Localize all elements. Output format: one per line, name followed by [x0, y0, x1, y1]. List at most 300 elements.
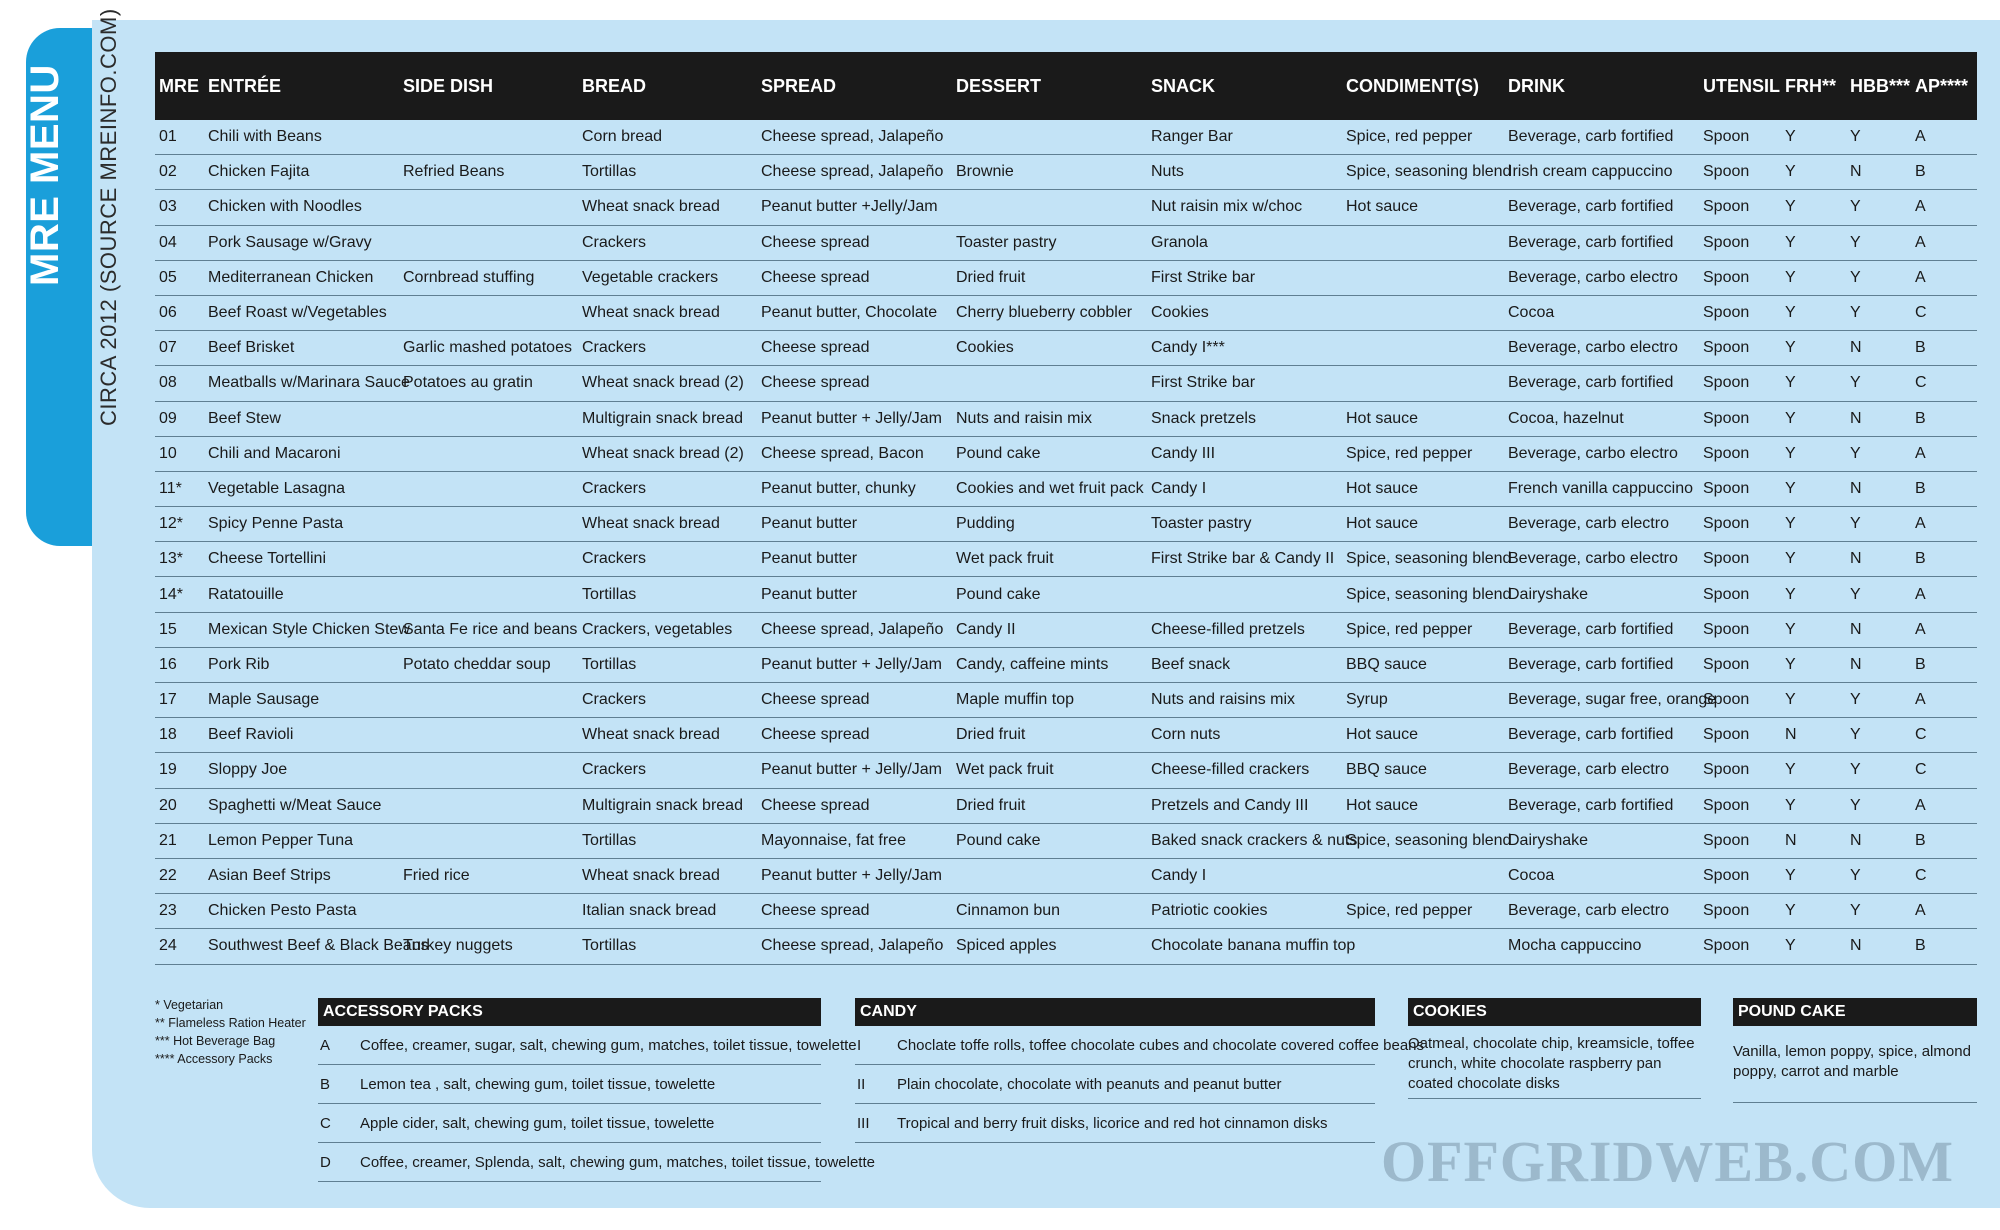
cell-bread: Tortillas	[578, 647, 757, 682]
cell-ap: A	[1911, 683, 1977, 718]
cell-mre: 18	[155, 718, 204, 753]
cell-utensil: Spoon	[1699, 120, 1781, 155]
cookies-box	[1408, 998, 1701, 1099]
cell-ap: C	[1911, 366, 1977, 401]
cell-mre: 15	[155, 612, 204, 647]
cell-spread: Peanut butter + Jelly/Jam	[757, 753, 952, 788]
cell-dessert: Cookies and wet fruit pack	[952, 471, 1147, 506]
candy-title: CANDY	[855, 998, 1375, 1026]
table-row	[155, 612, 1977, 647]
cell-ap: A	[1911, 190, 1977, 225]
cell-hbb: N	[1846, 401, 1911, 436]
cell-entree: Southwest Beef & Black Beans	[204, 929, 399, 964]
cell-utensil: Spoon	[1699, 753, 1781, 788]
cell-drink: French vanilla cappuccino	[1504, 471, 1699, 506]
cell-frh: Y	[1781, 155, 1846, 190]
cell-mre: 14*	[155, 577, 204, 612]
cell-drink: Beverage, carb fortified	[1504, 366, 1699, 401]
cell-utensil: Spoon	[1699, 260, 1781, 295]
table-row	[155, 401, 1977, 436]
cell-hbb: Y	[1846, 225, 1911, 260]
cell-frh: N	[1781, 823, 1846, 858]
cell-utensil: Spoon	[1699, 577, 1781, 612]
cell-hbb: Y	[1846, 894, 1911, 929]
cell-hbb: Y	[1846, 683, 1911, 718]
cell-condiments: Spice, red pepper	[1342, 894, 1504, 929]
cell-mre: 09	[155, 401, 204, 436]
cell-bread: Corn bread	[578, 120, 757, 155]
cell-drink: Beverage, carb electro	[1504, 894, 1699, 929]
cell-bread: Wheat snack bread	[578, 190, 757, 225]
cell-spread: Peanut butter	[757, 577, 952, 612]
cell-drink: Beverage, carb fortified	[1504, 612, 1699, 647]
cell-snack: Cookies	[1147, 295, 1342, 330]
cell-hbb: Y	[1846, 366, 1911, 401]
cell-mre: 17	[155, 683, 204, 718]
cell-side-dish	[399, 436, 578, 471]
cell-ap: C	[1911, 718, 1977, 753]
cell-condiments: Hot sauce	[1342, 718, 1504, 753]
cell-bread: Tortillas	[578, 929, 757, 964]
candy-box	[855, 998, 1425, 1143]
cell-dessert: Cinnamon bun	[952, 894, 1147, 929]
cell-spread: Peanut butter +Jelly/Jam	[757, 190, 952, 225]
cell-spread: Cheese spread	[757, 331, 952, 366]
cell-frh: Y	[1781, 753, 1846, 788]
cell-snack: Candy I	[1147, 471, 1342, 506]
cell-mre: 04	[155, 225, 204, 260]
cell-mre: 08	[155, 366, 204, 401]
cell-dessert	[952, 190, 1147, 225]
cell-utensil: Spoon	[1699, 929, 1781, 964]
cell-entree: Asian Beef Strips	[204, 858, 399, 893]
cell-dessert: Pound cake	[952, 823, 1147, 858]
cell-condiments	[1342, 295, 1504, 330]
cell-hbb: Y	[1846, 120, 1911, 155]
cell-bread: Crackers	[578, 225, 757, 260]
cell-entree: Maple Sausage	[204, 683, 399, 718]
table-row	[155, 647, 1977, 682]
cell-mre: 24	[155, 929, 204, 964]
pound-cake-text: Vanilla, lemon poppy, spice, almond poppy, carrot and marble	[1733, 1026, 1977, 1103]
cell-mre: 07	[155, 331, 204, 366]
cell-frh: Y	[1781, 683, 1846, 718]
cell-drink: Beverage, carbo electro	[1504, 331, 1699, 366]
header-ap: AP****	[1911, 52, 1977, 120]
cell-hbb: Y	[1846, 858, 1911, 893]
cell-drink: Beverage, carb fortified	[1504, 788, 1699, 823]
cell-spread: Peanut butter + Jelly/Jam	[757, 401, 952, 436]
cell-drink: Beverage, carb fortified	[1504, 225, 1699, 260]
cell-bread: Multigrain snack bread	[578, 788, 757, 823]
cell-side-dish: Potato cheddar soup	[399, 647, 578, 682]
cell-hbb: Y	[1846, 295, 1911, 330]
cell-frh: Y	[1781, 471, 1846, 506]
cell-ap: B	[1911, 542, 1977, 577]
cell-utensil: Spoon	[1699, 823, 1781, 858]
cell-condiments	[1342, 929, 1504, 964]
cell-dessert: Wet pack fruit	[952, 753, 1147, 788]
cell-ap: A	[1911, 260, 1977, 295]
cell-dessert: Nuts and raisin mix	[952, 401, 1147, 436]
cell-hbb: Y	[1846, 753, 1911, 788]
cell-snack: Chocolate banana muffin top	[1147, 929, 1342, 964]
cell-dessert: Toaster pastry	[952, 225, 1147, 260]
table-row	[155, 788, 1977, 823]
header-hbb: HBB***	[1846, 52, 1911, 120]
cell-drink: Irish cream cappuccino	[1504, 155, 1699, 190]
list-item-code: C	[320, 1114, 331, 1132]
cell-dessert: Maple muffin top	[952, 683, 1147, 718]
table-row	[155, 225, 1977, 260]
cell-drink: Beverage, carbo electro	[1504, 260, 1699, 295]
table-row	[155, 753, 1977, 788]
cell-mre: 21	[155, 823, 204, 858]
cell-ap: A	[1911, 436, 1977, 471]
accessory-packs-title: ACCESSORY PACKS	[318, 998, 821, 1026]
legend-vegetarian: * Vegetarian	[155, 998, 224, 1012]
cell-frh: Y	[1781, 647, 1846, 682]
cell-drink: Beverage, carb electro	[1504, 753, 1699, 788]
cell-dessert: Pound cake	[952, 436, 1147, 471]
cell-ap: B	[1911, 401, 1977, 436]
cell-side-dish	[399, 190, 578, 225]
cell-entree: Vegetable Lasagna	[204, 471, 399, 506]
cell-snack: Candy I	[1147, 858, 1342, 893]
cell-condiments: BBQ sauce	[1342, 753, 1504, 788]
cell-side-dish: Turkey nuggets	[399, 929, 578, 964]
cell-drink: Beverage, carb fortified	[1504, 190, 1699, 225]
cell-dessert	[952, 366, 1147, 401]
cell-frh: Y	[1781, 788, 1846, 823]
cell-spread: Cheese spread, Jalapeño	[757, 612, 952, 647]
list-item-text: Plain chocolate, chocolate with peanuts and peanut butter	[897, 1075, 1282, 1093]
header-frh: FRH**	[1781, 52, 1846, 120]
cell-bread: Tortillas	[578, 155, 757, 190]
cell-entree: Meatballs w/Marinara Sauce	[204, 366, 399, 401]
cell-utensil: Spoon	[1699, 225, 1781, 260]
cell-frh: Y	[1781, 331, 1846, 366]
legend-ap: **** Accessory Packs	[155, 1052, 273, 1066]
cell-frh: N	[1781, 718, 1846, 753]
cell-utensil: Spoon	[1699, 718, 1781, 753]
watermark: OFFGRIDWEB.COM	[1380, 1129, 1954, 1194]
cell-condiments: Spice, red pepper	[1342, 612, 1504, 647]
pound-cake-title: POUND CAKE	[1733, 998, 1977, 1026]
cell-dessert: Pound cake	[952, 577, 1147, 612]
table-row	[155, 577, 1977, 612]
cell-ap: A	[1911, 788, 1977, 823]
table-row	[155, 471, 1977, 506]
cell-spread: Cheese spread	[757, 225, 952, 260]
table-header-row	[155, 52, 1977, 120]
cell-entree: Mediterranean Chicken	[204, 260, 399, 295]
table-row	[155, 260, 1977, 295]
header-condiments: CONDIMENT(S)	[1342, 52, 1504, 120]
cell-bread: Italian snack bread	[578, 894, 757, 929]
cell-frh: Y	[1781, 366, 1846, 401]
cell-mre: 11*	[155, 471, 204, 506]
cell-entree: Chicken Fajita	[204, 155, 399, 190]
cell-bread: Multigrain snack bread	[578, 401, 757, 436]
cell-snack: Ranger Bar	[1147, 120, 1342, 155]
table-row	[155, 683, 1977, 718]
cell-side-dish	[399, 894, 578, 929]
table-row	[155, 823, 1977, 858]
header-utensil: UTENSIL	[1699, 52, 1781, 120]
cell-ap: A	[1911, 120, 1977, 155]
cell-mre: 10	[155, 436, 204, 471]
cell-frh: Y	[1781, 295, 1846, 330]
cell-dessert: Wet pack fruit	[952, 542, 1147, 577]
cell-utensil: Spoon	[1699, 507, 1781, 542]
list-item	[318, 1104, 821, 1143]
cell-drink: Beverage, carbo electro	[1504, 542, 1699, 577]
cell-side-dish	[399, 577, 578, 612]
cell-dessert: Candy II	[952, 612, 1147, 647]
cell-spread: Cheese spread, Jalapeño	[757, 120, 952, 155]
cell-utensil: Spoon	[1699, 401, 1781, 436]
cell-ap: B	[1911, 155, 1977, 190]
cell-utensil: Spoon	[1699, 542, 1781, 577]
cell-condiments: Spice, red pepper	[1342, 436, 1504, 471]
cell-side-dish: Fried rice	[399, 858, 578, 893]
cell-bread: Crackers, vegetables	[578, 612, 757, 647]
cell-spread: Peanut butter + Jelly/Jam	[757, 858, 952, 893]
cell-snack: Snack pretzels	[1147, 401, 1342, 436]
cell-bread: Tortillas	[578, 577, 757, 612]
table-row	[155, 542, 1977, 577]
cell-spread: Cheese spread	[757, 366, 952, 401]
cell-hbb: Y	[1846, 190, 1911, 225]
cell-drink: Mocha cappuccino	[1504, 929, 1699, 964]
cell-entree: Spicy Penne Pasta	[204, 507, 399, 542]
cell-mre: 23	[155, 894, 204, 929]
cell-spread: Cheese spread	[757, 260, 952, 295]
cell-condiments	[1342, 331, 1504, 366]
cell-frh: Y	[1781, 190, 1846, 225]
cell-snack: Candy I***	[1147, 331, 1342, 366]
table-row	[155, 858, 1977, 893]
cell-snack: Corn nuts	[1147, 718, 1342, 753]
cell-bread: Crackers	[578, 683, 757, 718]
header-dessert: DESSERT	[952, 52, 1147, 120]
cell-dessert	[952, 858, 1147, 893]
cell-condiments	[1342, 366, 1504, 401]
cell-entree: Mexican Style Chicken Stew	[204, 612, 399, 647]
cell-mre: 19	[155, 753, 204, 788]
cell-bread: Wheat snack bread (2)	[578, 366, 757, 401]
cell-side-dish: Potatoes au gratin	[399, 366, 578, 401]
cell-condiments: Spice, seasoning blend	[1342, 542, 1504, 577]
cell-ap: A	[1911, 507, 1977, 542]
header-drink: DRINK	[1504, 52, 1699, 120]
cell-mre: 06	[155, 295, 204, 330]
table-row	[155, 718, 1977, 753]
header-mre: MRE	[155, 52, 204, 120]
cell-condiments: Hot sauce	[1342, 788, 1504, 823]
cell-dessert: Dried fruit	[952, 788, 1147, 823]
cell-side-dish	[399, 753, 578, 788]
cell-hbb: N	[1846, 471, 1911, 506]
cell-mre: 05	[155, 260, 204, 295]
cell-frh: Y	[1781, 436, 1846, 471]
cell-drink: Beverage, sugar free, orange	[1504, 683, 1699, 718]
cell-spread: Peanut butter	[757, 542, 952, 577]
cell-drink: Beverage, carbo electro	[1504, 436, 1699, 471]
cell-snack: First Strike bar & Candy II	[1147, 542, 1342, 577]
cell-hbb: Y	[1846, 260, 1911, 295]
cell-dessert: Dried fruit	[952, 718, 1147, 753]
cell-side-dish: Santa Fe rice and beans	[399, 612, 578, 647]
cell-utensil: Spoon	[1699, 295, 1781, 330]
list-item	[318, 1143, 875, 1182]
cell-condiments: Spice, seasoning blend	[1342, 823, 1504, 858]
cell-hbb: N	[1846, 929, 1911, 964]
cell-snack: Granola	[1147, 225, 1342, 260]
list-item	[855, 1104, 1375, 1143]
cell-ap: A	[1911, 612, 1977, 647]
table-row	[155, 120, 1977, 155]
cell-ap: B	[1911, 929, 1977, 964]
list-item-text: Coffee, creamer, Splenda, salt, chewing gum, matches, toilet tissue, towelette	[360, 1153, 875, 1171]
table-row	[155, 155, 1977, 190]
cell-ap: C	[1911, 753, 1977, 788]
cookies-text: Oatmeal, chocolate chip, kreamsicle, toffee crunch, white chocolate raspberry pan coated chocolate disks	[1408, 1026, 1701, 1099]
cell-drink: Beverage, carb fortified	[1504, 718, 1699, 753]
cell-side-dish	[399, 542, 578, 577]
cell-spread: Peanut butter + Jelly/Jam	[757, 647, 952, 682]
cell-drink: Dairyshake	[1504, 823, 1699, 858]
cell-hbb: Y	[1846, 507, 1911, 542]
cell-ap: B	[1911, 471, 1977, 506]
cell-drink: Cocoa	[1504, 295, 1699, 330]
cell-utensil: Spoon	[1699, 788, 1781, 823]
cell-snack: Nuts	[1147, 155, 1342, 190]
cell-mre: 01	[155, 120, 204, 155]
cell-entree: Cheese Tortellini	[204, 542, 399, 577]
cell-side-dish	[399, 471, 578, 506]
cell-side-dish	[399, 225, 578, 260]
cell-entree: Chicken Pesto Pasta	[204, 894, 399, 929]
cell-dessert: Pudding	[952, 507, 1147, 542]
cell-ap: A	[1911, 894, 1977, 929]
cell-mre: 03	[155, 190, 204, 225]
legend-frh: ** Flameless Ration Heater	[155, 1016, 306, 1030]
cell-entree: Beef Roast w/Vegetables	[204, 295, 399, 330]
cell-utensil: Spoon	[1699, 331, 1781, 366]
list-item-text: Choclate toffe rolls, toffee chocolate cubes and chocolate covered coffee beans	[897, 1036, 1425, 1054]
cell-utensil: Spoon	[1699, 858, 1781, 893]
cell-spread: Cheese spread, Jalapeño	[757, 929, 952, 964]
cell-frh: Y	[1781, 225, 1846, 260]
cell-condiments	[1342, 858, 1504, 893]
cell-spread: Mayonnaise, fat free	[757, 823, 952, 858]
list-item-code: B	[320, 1075, 331, 1093]
list-item	[318, 1026, 857, 1065]
cell-utensil: Spoon	[1699, 612, 1781, 647]
cell-hbb: Y	[1846, 436, 1911, 471]
cell-entree: Ratatouille	[204, 577, 399, 612]
table-row	[155, 190, 1977, 225]
cell-dessert: Cherry blueberry cobbler	[952, 295, 1147, 330]
cookies-title: COOKIES	[1408, 998, 1701, 1026]
cell-spread: Cheese spread	[757, 894, 952, 929]
cell-dessert: Spiced apples	[952, 929, 1147, 964]
cell-side-dish: Garlic mashed potatoes	[399, 331, 578, 366]
cell-bread: Crackers	[578, 542, 757, 577]
cell-side-dish	[399, 823, 578, 858]
cell-side-dish: Cornbread stuffing	[399, 260, 578, 295]
cell-mre: 20	[155, 788, 204, 823]
cell-entree: Chili with Beans	[204, 120, 399, 155]
cell-spread: Cheese spread, Jalapeño	[757, 155, 952, 190]
cell-spread: Cheese spread	[757, 788, 952, 823]
cell-snack: First Strike bar	[1147, 260, 1342, 295]
cell-entree: Chili and Macaroni	[204, 436, 399, 471]
cell-utensil: Spoon	[1699, 647, 1781, 682]
cell-drink: Dairyshake	[1504, 577, 1699, 612]
cell-dessert: Candy, caffeine mints	[952, 647, 1147, 682]
cell-condiments	[1342, 260, 1504, 295]
cell-snack: Candy III	[1147, 436, 1342, 471]
cell-bread: Wheat snack bread	[578, 858, 757, 893]
cell-hbb: N	[1846, 647, 1911, 682]
cell-drink: Beverage, carb fortified	[1504, 647, 1699, 682]
cell-bread: Crackers	[578, 471, 757, 506]
cell-snack: First Strike bar	[1147, 366, 1342, 401]
cell-ap: C	[1911, 295, 1977, 330]
cell-entree: Pork Sausage w/Gravy	[204, 225, 399, 260]
cell-entree: Chicken with Noodles	[204, 190, 399, 225]
cell-frh: Y	[1781, 577, 1846, 612]
cell-entree: Lemon Pepper Tuna	[204, 823, 399, 858]
list-item-code: I	[857, 1036, 862, 1054]
cell-utensil: Spoon	[1699, 683, 1781, 718]
cell-hbb: Y	[1846, 788, 1911, 823]
list-item	[855, 1026, 1425, 1065]
cell-mre: 13*	[155, 542, 204, 577]
page-subtitle: CIRCA 2012 (SOURCE MREINFO.COM)	[96, 8, 121, 426]
table-row	[155, 929, 1977, 964]
cell-dessert: Cookies	[952, 331, 1147, 366]
list-item-code: D	[320, 1153, 331, 1171]
legend-hbb: *** Hot Beverage Bag	[155, 1034, 276, 1048]
cell-mre: 12*	[155, 507, 204, 542]
table-row	[155, 507, 1977, 542]
pound-cake-box	[1733, 998, 1977, 1103]
cell-spread: Cheese spread, Bacon	[757, 436, 952, 471]
cell-bread: Wheat snack bread	[578, 295, 757, 330]
cell-hbb: Y	[1846, 577, 1911, 612]
cell-bread: Wheat snack bread	[578, 718, 757, 753]
cell-frh: Y	[1781, 858, 1846, 893]
cell-condiments: BBQ sauce	[1342, 647, 1504, 682]
cell-condiments: Hot sauce	[1342, 471, 1504, 506]
cell-drink: Cocoa, hazelnut	[1504, 401, 1699, 436]
cell-condiments: Spice, red pepper	[1342, 120, 1504, 155]
list-item-code: III	[857, 1114, 870, 1132]
cell-entree: Beef Brisket	[204, 331, 399, 366]
cell-frh: Y	[1781, 542, 1846, 577]
cell-entree: Beef Stew	[204, 401, 399, 436]
header-spread: SPREAD	[757, 52, 952, 120]
cell-ap: C	[1911, 858, 1977, 893]
cell-snack: Pretzels and Candy III	[1147, 788, 1342, 823]
cell-frh: Y	[1781, 507, 1846, 542]
table-row	[155, 295, 1977, 330]
cell-dessert: Dried fruit	[952, 260, 1147, 295]
